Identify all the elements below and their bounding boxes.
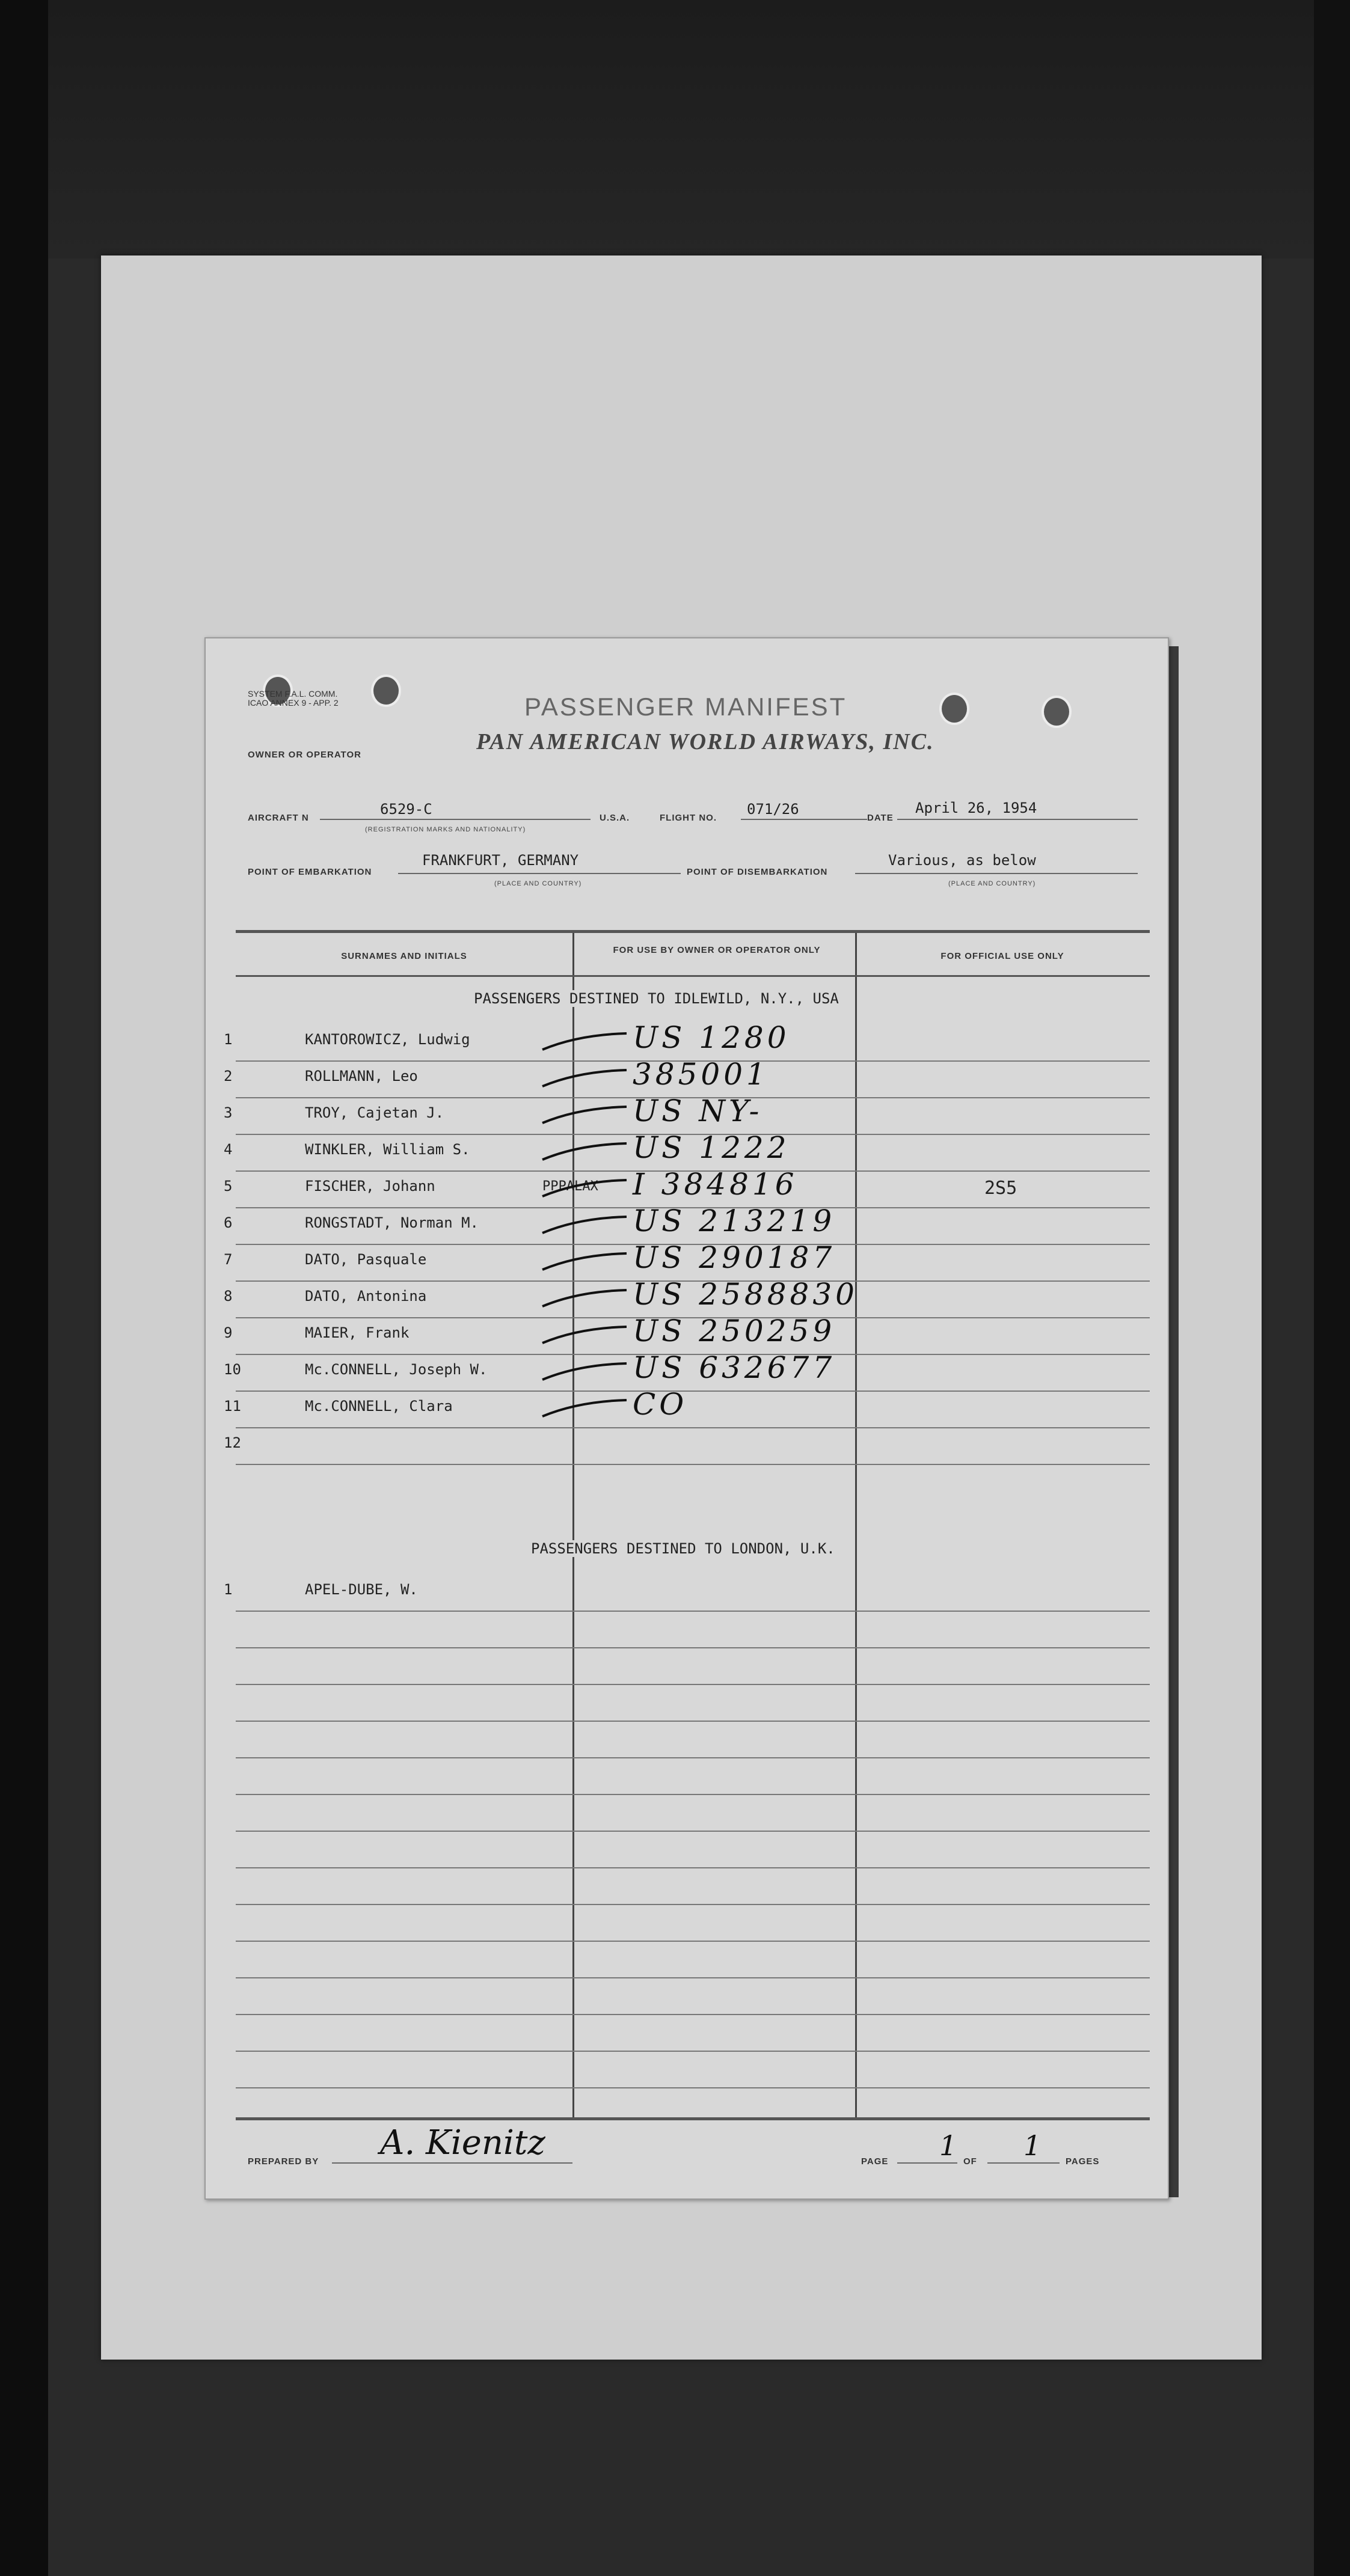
prepared-by-label: PREPARED BY	[248, 2156, 319, 2167]
header-names: SURNAMES AND INITIALS	[341, 951, 467, 961]
table-row	[224, 1020, 1150, 1060]
owner-handwritten-entry: CO	[633, 1387, 688, 1422]
check-mark-icon	[536, 1322, 633, 1352]
owner-handwritten-entry: US 1280	[633, 1020, 790, 1055]
row-number: 1	[224, 1031, 233, 1048]
prepared-by-signature: A. Kienitz	[380, 2123, 545, 2162]
check-mark-icon	[536, 1395, 633, 1425]
passenger-name: FISCHER, Johann	[305, 1178, 435, 1195]
header-owner-use: FOR USE BY OWNER OR OPERATOR ONLY	[613, 945, 821, 955]
passenger-name: ROLLMANN, Leo	[305, 1068, 418, 1085]
passenger-name: DATO, Antonina	[305, 1288, 427, 1305]
row-number: 5	[224, 1178, 233, 1195]
row-rule	[236, 2087, 1150, 2088]
form-stamp	[248, 690, 339, 708]
punch-hole-icon	[939, 693, 969, 725]
passenger-table	[224, 930, 1150, 2120]
aircraft-value: 6529-C	[380, 801, 432, 818]
row-number: 11	[224, 1398, 241, 1415]
row-rule	[236, 1611, 1150, 1612]
row-number: 8	[224, 1288, 233, 1305]
passenger-name: APEL-DUBE, W.	[305, 1581, 418, 1598]
date-field-line	[897, 819, 1138, 820]
table-row	[224, 1094, 1150, 1134]
passenger-name: DATO, Pasquale	[305, 1251, 427, 1268]
country-label: U.S.A.	[600, 813, 630, 823]
passenger-note: PPPALAX	[542, 1179, 598, 1194]
row-rule	[236, 1794, 1150, 1795]
section-title: PASSENGERS DESTINED TO LONDON, U.K.	[527, 1540, 839, 1557]
row-number: 9	[224, 1324, 233, 1341]
form-title: PASSENGER MANIFEST	[524, 693, 847, 721]
row-rule	[236, 1684, 1150, 1685]
embarkation-field-line	[398, 873, 681, 874]
check-mark-icon	[536, 1249, 633, 1279]
pages-value: 1	[1023, 2129, 1042, 2162]
row-number: 7	[224, 1251, 233, 1268]
header-official-use: FOR OFFICIAL USE ONLY	[940, 951, 1064, 961]
passenger-name: KANTOROWICZ, Ludwig	[305, 1031, 470, 1048]
row-rule	[236, 1977, 1150, 1978]
flight-value: 071/26	[747, 801, 799, 818]
date-label: DATE	[867, 813, 894, 823]
owner-handwritten-entry: US NY-	[633, 1094, 763, 1128]
disembarkation-label: POINT OF DISEMBARKATION	[687, 867, 828, 877]
embarkation-label: POINT OF EMBARKATION	[248, 867, 372, 877]
check-mark-icon	[536, 1102, 633, 1132]
embarkation-sublabel: (PLACE AND COUNTRY)	[494, 880, 582, 887]
row-number: 12	[224, 1434, 241, 1451]
owner-handwritten-entry: US 632677	[633, 1350, 836, 1385]
owner-handwritten-entry: US 290187	[633, 1240, 836, 1275]
film-border-left	[0, 0, 48, 2576]
pages-label: PAGES	[1066, 2156, 1100, 2167]
table-row	[224, 1350, 1150, 1390]
table-row	[224, 1240, 1150, 1280]
row-rule	[236, 1721, 1150, 1722]
row-number: 2	[224, 1068, 233, 1085]
table-row	[224, 1167, 1150, 1207]
disembarkation-sublabel: (PLACE AND COUNTRY)	[948, 880, 1036, 887]
punch-hole-icon	[371, 675, 401, 707]
disembarkation-value: Various, as below	[888, 852, 1036, 869]
prepared-by-line	[332, 2162, 572, 2164]
embarkation-value: FRANKFURT, GERMANY	[422, 852, 579, 869]
check-mark-icon	[536, 1285, 633, 1315]
check-mark-icon	[536, 1359, 633, 1389]
table-row	[224, 1427, 1150, 1464]
check-mark-icon	[536, 1139, 633, 1169]
row-rule	[236, 1867, 1150, 1868]
passenger-name: Mc.CONNELL, Clara	[305, 1398, 453, 1415]
check-mark-icon	[536, 1065, 633, 1095]
table-row	[224, 1204, 1150, 1244]
form-footer	[206, 2123, 1168, 2177]
aircraft-label: AIRCRAFT N	[248, 813, 309, 823]
film-border-right	[1314, 0, 1350, 2576]
row-rule	[236, 1757, 1150, 1758]
pages-line	[987, 2162, 1060, 2164]
row-rule	[236, 1941, 1150, 1942]
row-number: 6	[224, 1214, 233, 1231]
row-rule	[236, 1647, 1150, 1648]
owner-handwritten-entry: I 384816	[633, 1167, 798, 1202]
row-rule	[236, 1904, 1150, 1905]
flight-label: FLIGHT NO.	[660, 813, 717, 823]
row-rule	[236, 1831, 1150, 1832]
passenger-name: MAIER, Frank	[305, 1324, 410, 1341]
table-row	[224, 1314, 1150, 1354]
film-border-top	[0, 0, 1350, 259]
row-number: 3	[224, 1104, 233, 1121]
row-rule	[236, 2051, 1150, 2052]
row-rule	[236, 2014, 1150, 2015]
header-rule	[236, 975, 1150, 977]
check-mark-icon	[536, 1175, 633, 1205]
passenger-name: WINKLER, William S.	[305, 1141, 470, 1158]
passenger-manifest-form	[204, 637, 1169, 2200]
row-rule	[236, 1464, 1150, 1465]
passenger-name: RONGSTADT, Norman M.	[305, 1214, 479, 1231]
stamp-line: SYSTEM F.A.L. COMM.	[248, 689, 338, 699]
table-row	[224, 1277, 1150, 1317]
stamp-line: ICAO ANNEX 9 - APP. 2	[248, 698, 339, 708]
owner-label: OWNER OR OPERATOR	[248, 750, 361, 760]
date-value: April 26, 1954	[915, 800, 1037, 816]
row-number: 10	[224, 1361, 241, 1378]
row-number: 1	[224, 1581, 233, 1598]
owner-handwritten-entry: US 2588830	[633, 1277, 858, 1312]
row-number: 4	[224, 1141, 233, 1158]
passenger-name: Mc.CONNELL, Joseph W.	[305, 1361, 488, 1378]
table-row	[224, 1387, 1150, 1427]
aircraft-field-line	[320, 819, 591, 820]
page-label: PAGE	[861, 2156, 889, 2167]
owner-handwritten-entry: US 1222	[633, 1130, 790, 1165]
check-mark-icon	[536, 1029, 633, 1059]
of-label: OF	[963, 2156, 977, 2167]
punch-hole-icon	[1042, 696, 1072, 728]
disembarkation-field-line	[855, 873, 1138, 874]
official-use-entry: 2S5	[984, 1178, 1017, 1199]
page-value: 1	[939, 2129, 957, 2162]
section-title: PASSENGERS DESTINED TO IDLEWILD, N.Y., USA	[470, 990, 842, 1007]
registration-sublabel: (REGISTRATION MARKS AND NATIONALITY)	[365, 826, 526, 833]
owner-handwritten-entry: 385001	[633, 1057, 769, 1092]
table-row	[224, 1574, 1150, 1611]
owner-handwritten-entry: US 250259	[633, 1314, 836, 1348]
owner-handwritten-entry: US 213219	[633, 1204, 836, 1238]
page-line	[897, 2162, 957, 2164]
airline-name: PAN AMERICAN WORLD AIRWAYS, INC.	[476, 729, 934, 754]
passenger-name: TROY, Cajetan J.	[305, 1104, 444, 1121]
check-mark-icon	[536, 1212, 633, 1242]
table-row	[224, 1130, 1150, 1170]
table-row	[224, 1057, 1150, 1097]
flight-field-line	[741, 819, 867, 820]
